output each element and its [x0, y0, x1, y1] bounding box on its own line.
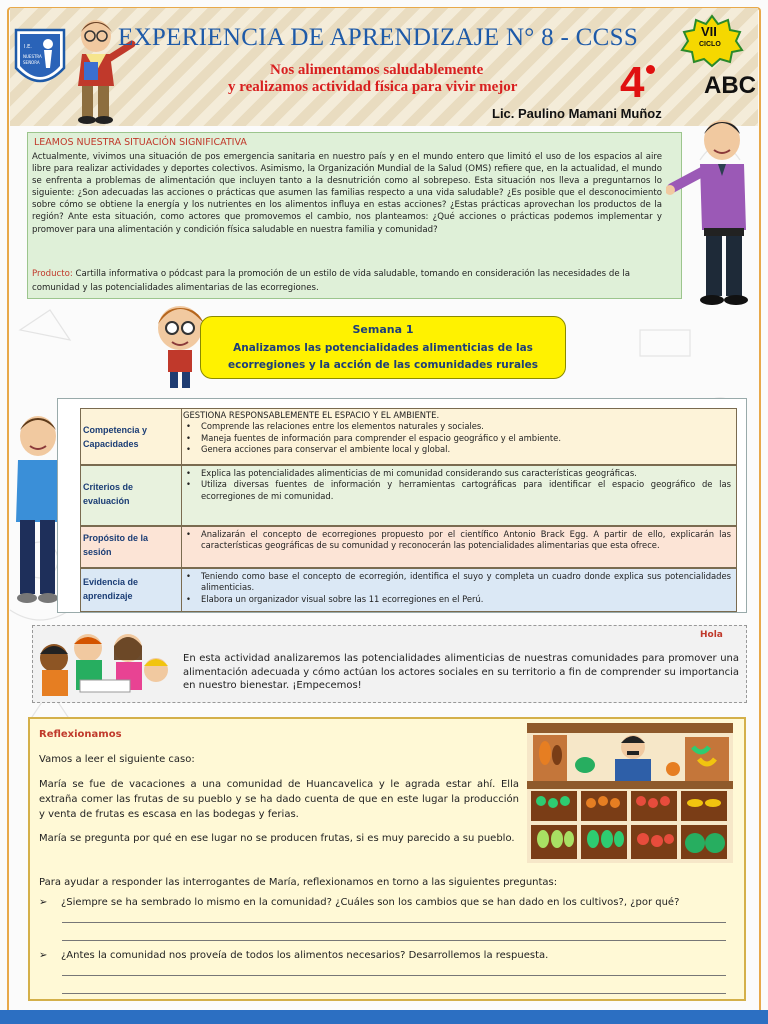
product-label: Producto: [32, 269, 73, 279]
list-item: • Utiliza diversas fuentes de información y herramientas cartográficas para identificar el espacio geográfico de las ecorregiones de mi comunidad. [183, 479, 731, 502]
school-logo [14, 28, 66, 92]
svg-text:SEÑORA: SEÑORA [23, 60, 40, 65]
list-item: • Comprende las relaciones entre los elementos naturales y sociales. [183, 421, 731, 432]
author-name: Lic. Paulino Mamani Muñoz [492, 106, 662, 121]
question-text: ¿Siempre se ha sembrado lo mismo en la comunidad? ¿Cuáles son los cambios que se han dado en los cultivos?, ¿por qué? [61, 897, 680, 908]
question-text: ¿Antes la comunidad nos proveía de todos los alimentos necesarios? Desarrollemos la respuesta. [61, 950, 549, 961]
svg-text:I.E.: I.E. [24, 44, 32, 50]
case-intro: Vamos a leer el siguiente caso: [39, 754, 195, 765]
grade-number: 4 [620, 58, 645, 107]
list-item: • Elabora un organizador visual sobre las 11 ecorregiones en el Perú. [183, 594, 731, 605]
product-text: Cartilla informativa o pódcast para la promoción de un estilo de vida saludable, tomando en consideración las necesidades de la comunidad y las potencialidades alimentarias de las ecorregiones. [32, 269, 631, 293]
list-item: • Genera acciones para conservar el ambiente local y global. [183, 444, 731, 455]
question-item [39, 950, 548, 961]
answer-line[interactable] [62, 922, 726, 923]
grade-ordinal-mark [646, 65, 655, 74]
hola-title: Hola [700, 630, 723, 640]
list-item: • Teniendo como base el concepto de ecorregión, identifica el suyo y completa un cuadro donde explica sus potencialidades alimenticias. [183, 571, 731, 594]
row-label: Competencia y Capacidades [83, 425, 148, 449]
situacion-paragraph: Actualmente, vivimos una situación de pos emergencia sanitaria en nuestro país y en el mundo entero que limitó el uso de los espacios al aire libre para realizar actividades y deportes colectivos. Asimismo, la Organización Mundial de la Salud (OMS) refiere que, en la actualidad, el mundo se enfrenta a problemas de alimentación que incluyen tanto a la desnutrición como al sobrepeso. Esta situación nos lleva a preguntarnos lo siguiente: ¿Son adecuadas las acciones o prácticas que asumen las familias respecto a una vida saludable? ¿Es posible que el desconocimiento sobre cómo se obtiene la energía y los nutrientes en los alimentos influya en estas acciones? ¿Estas prácticas aprovechan los productos de la región? Ante esta situación, como actores que promovemos el cambio, nos planteamos: ¿Qué acciones o prácticas podemos implementar y promover para una alimentación y condición física saludable en nuestra familia y comunidad? [32, 152, 662, 235]
question-item [39, 897, 679, 908]
teacher-purple-shirt [666, 112, 756, 310]
semana-heading-line-2: ecorregiones y la acción de las comunidades rurales [227, 359, 539, 371]
hola-text: En esta actividad analizaremos las potencialidades alimenticias de nuestras comunidades para promover una alimentación adecuada y cómo actúan los actores sociales en su territorio a fin de comprender su importancia en nuestro bienestar. ¡Empecemos! [183, 653, 739, 692]
footer-bar [0, 1010, 768, 1024]
competencia-heading: GESTIONA RESPONSABLEMENTE EL ESPACIO Y EL AMBIENTE. [183, 410, 440, 420]
answer-line[interactable] [62, 940, 726, 941]
list-item: • Analizarán el concepto de ecorregiones propuesto por el científico Antonio Brack Egg. A partir de ello, explicarán las características geográficas de su comunidad y reconocerán las potencialidades alimentarias que esta ofrece. [183, 529, 731, 552]
table-row-competencia [80, 408, 737, 465]
answer-line[interactable] [62, 993, 726, 994]
list-item: • Maneja fuentes de información para comprender el espacio geográfico y el ambiente. [183, 433, 731, 444]
arrow-bullet-icon: ➢ [39, 950, 48, 961]
reflexionamos-title: Reflexionamos [39, 729, 122, 740]
arrow-bullet-icon: ➢ [39, 897, 48, 908]
ciclo-badge-label: CICLO [699, 41, 721, 48]
svg-text:NUESTRA: NUESTRA [23, 54, 42, 59]
list-item: • Explica las potencialidades alimenticias de mi comunidad considerando sus características geográficas. [183, 468, 731, 479]
case-paragraph-2: María se pregunta por qué en ese lugar no se producen frutas, si es muy parecido a su pueblo. [39, 833, 515, 844]
row-label: Evidencia de aprendizaje [83, 577, 139, 601]
semana-heading-line-1: Analizamos las potencialidades alimenticias de las [233, 342, 533, 354]
table-row-proposito [80, 526, 737, 568]
subtitle-line-1: Nos alimentamos saludablemente [270, 62, 484, 78]
subtitle-line-2: y realizamos actividad física para vivir mejor [228, 79, 518, 95]
row-label: Propósito de la sesión [83, 533, 149, 557]
semana-title: Semana 1 [352, 323, 414, 336]
page-title: EXPERIENCIA DE APRENDIZAJE N° 8 - CCSS [118, 24, 639, 51]
table-row-evidencia [80, 568, 737, 612]
case-paragraph-1: María se fue de vacaciones a una comunidad de Huancavelica y le agrada estar ahí. Ella extraña comer las frutas de su pueblo y se ha dado cuenta de que en este lugar la producción y venta de frutas es escasa en las bodegas y ferias. [39, 779, 519, 820]
row-label: Criterios de evaluación [83, 482, 134, 506]
answer-line[interactable] [62, 975, 726, 976]
case-paragraph-3: Para ayudar a responder las interrogantes de María, reflexionamos en torno a las siguientes preguntas: [39, 877, 558, 888]
table-row-criterios [80, 465, 737, 526]
ciclo-badge-roman: VII [701, 24, 717, 39]
fruit-market-illustration [527, 723, 733, 863]
situacion-product [32, 268, 662, 295]
section-code: ABC [704, 72, 756, 99]
situacion-title: LEAMOS NUESTRA SITUACIÓN SIGNIFICATIVA [34, 137, 247, 148]
students-reading-cartoon [36, 630, 172, 700]
